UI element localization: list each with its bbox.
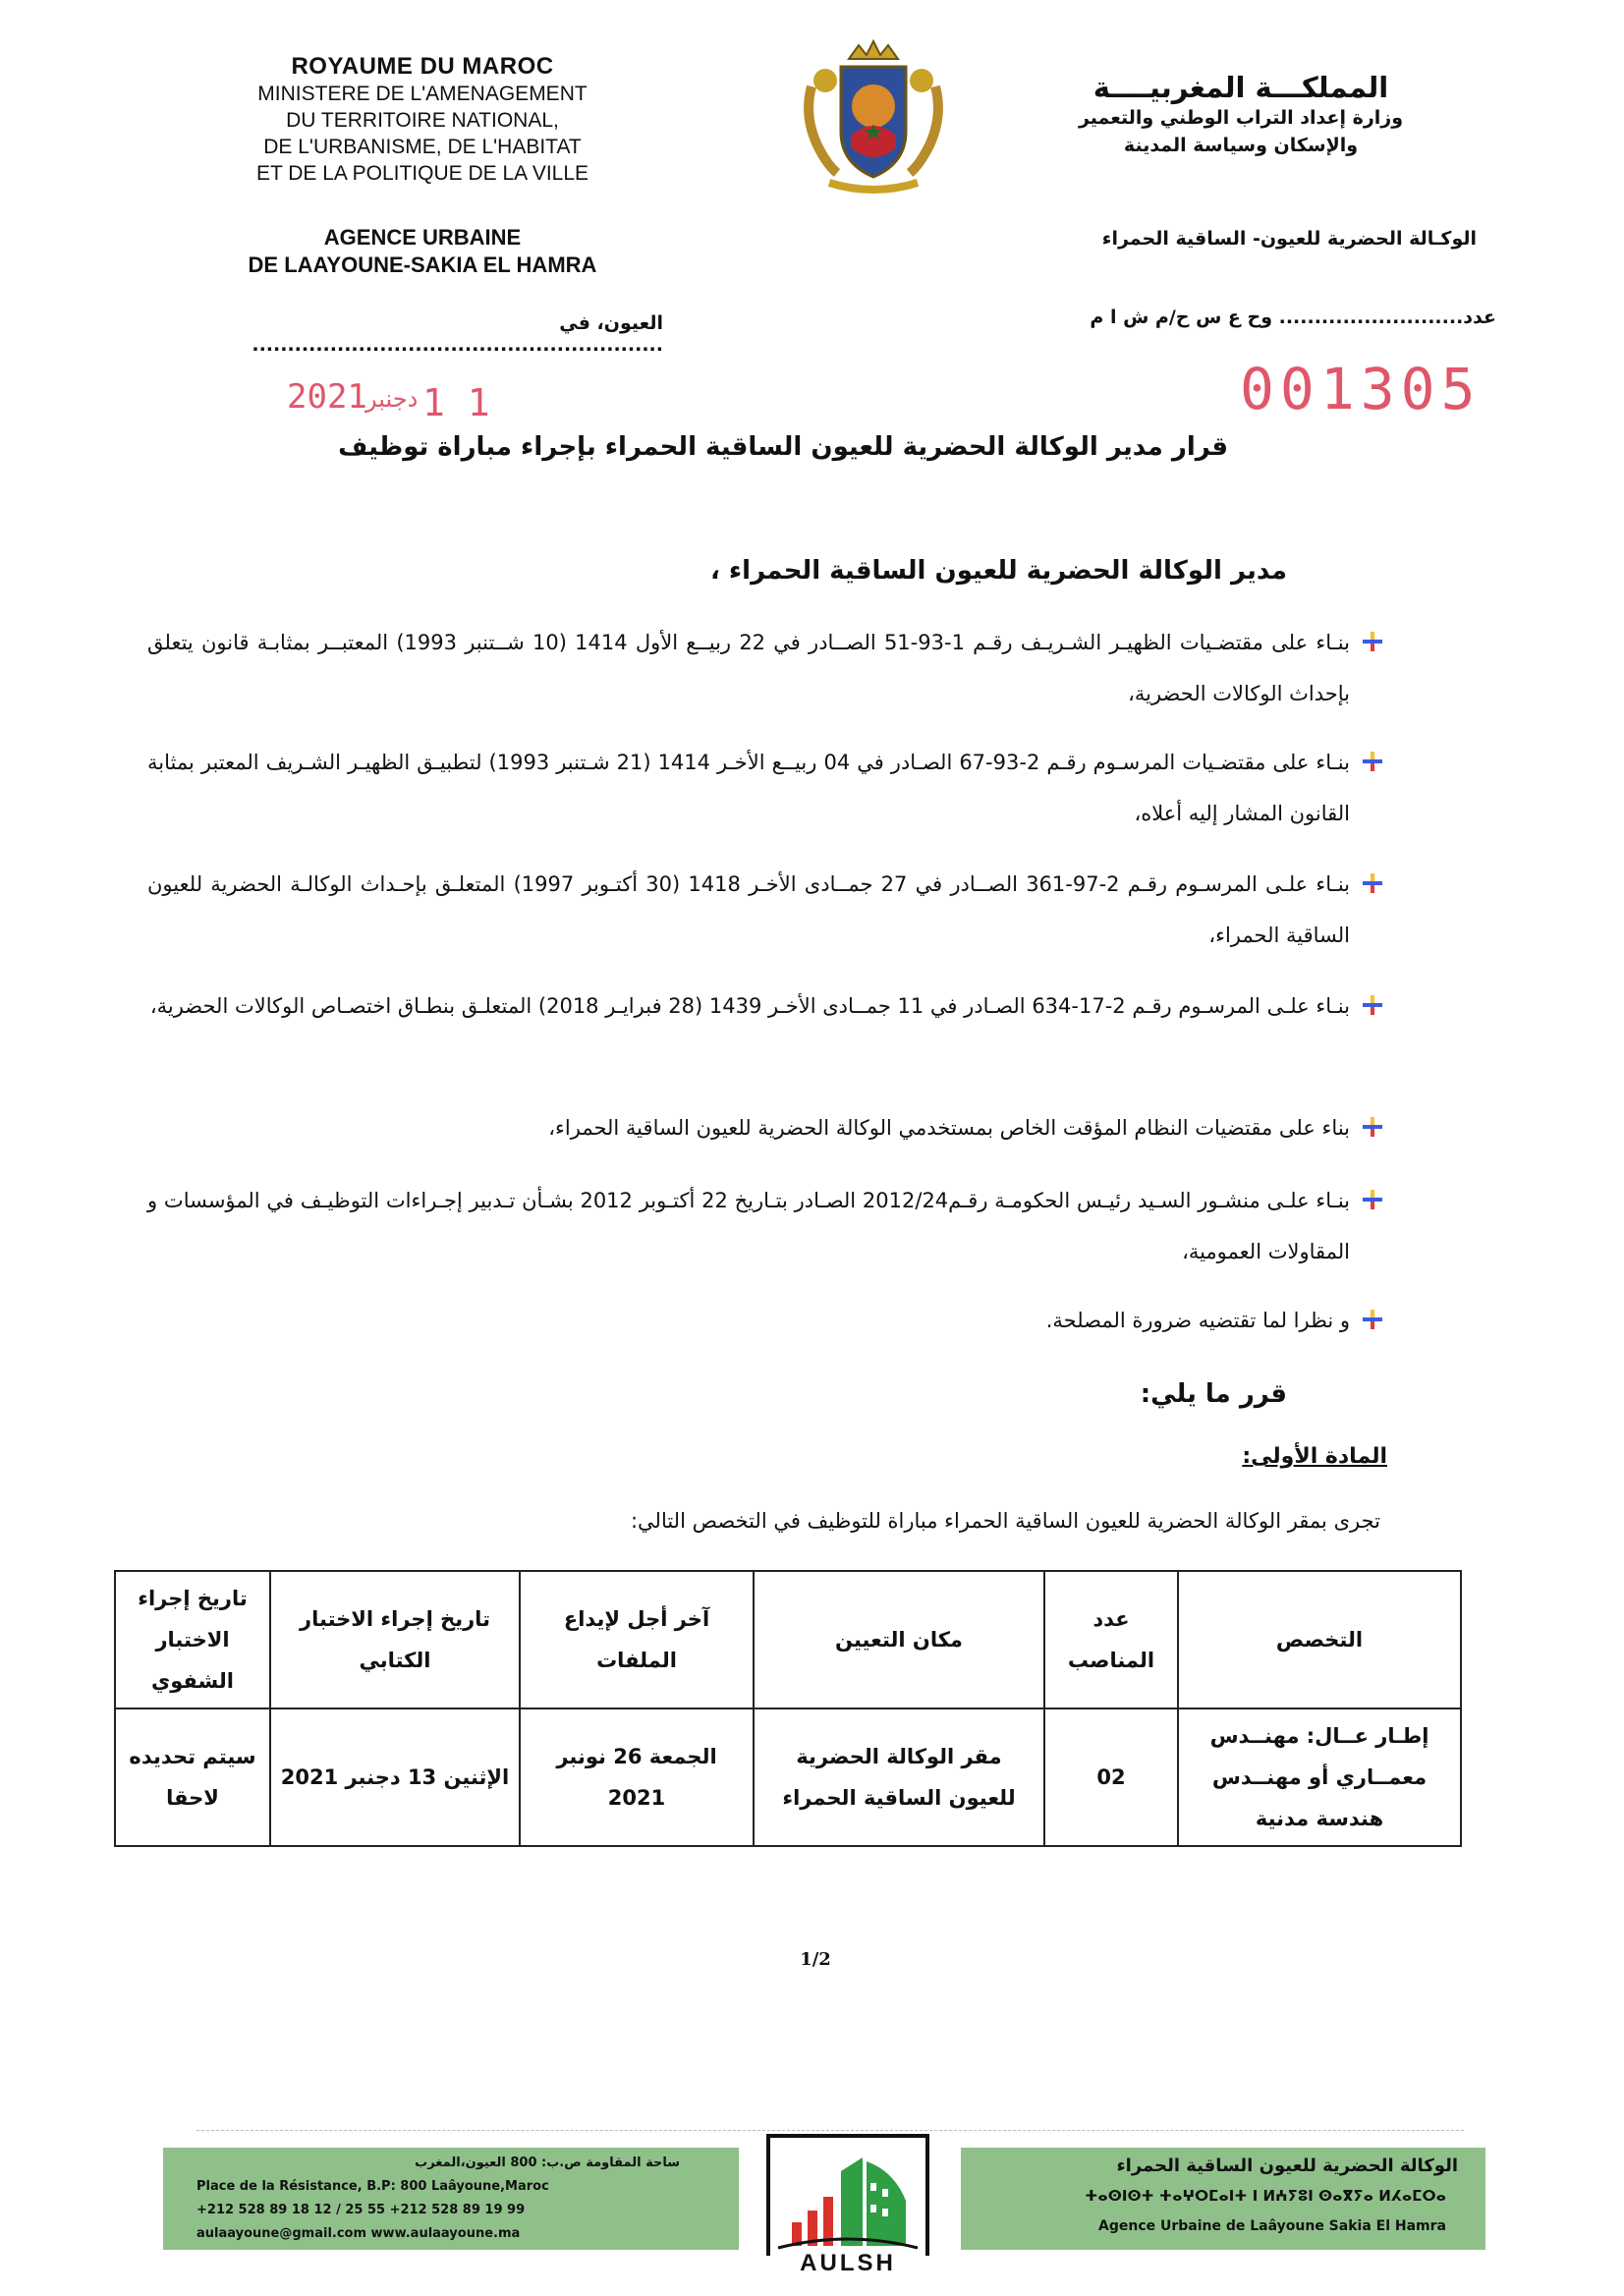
cell-oral-exam: سيتم تحديده لاحقا xyxy=(115,1708,270,1846)
kingdom-fr: ROYAUME DU MAROC xyxy=(291,53,554,80)
consideration-text: بنـاء علـى منشـور السـيد رئيـس الحكومـة رقـم2012/24 الصـادر بتـاريخ 22 أكتـوبر 2012 بشـأن تـدبير إجـراءات التوظيـف في المؤسسات و المقاولات العمومية، xyxy=(147,1189,1350,1263)
bullet-icon xyxy=(1362,1189,1383,1210)
document-subtitle: مدير الوكالة الحضرية للعيون الساقية الحمراء ، xyxy=(709,556,1287,586)
document-title: قرار مدير الوكالة الحضرية للعيون الساقية الحمراء بإجراء مباراة توظيف xyxy=(338,432,1228,462)
consideration-item xyxy=(147,859,1383,961)
bullet-icon xyxy=(1362,1116,1383,1138)
article-intro: تجرى بمقر الوكالة الحضرية للعيون الساقية الحمراء مباراة للتوظيف في التخصص التالي: xyxy=(630,1509,1380,1533)
place-date-line: العيون، في .......................................................... xyxy=(252,312,663,356)
header-specialty: التخصص xyxy=(1178,1571,1461,1708)
ministry-fr-line1: MINISTERE DE L'AMENAGEMENT xyxy=(257,83,588,105)
footer-address-ar: ساحة المقاومة ص.ب: 800 العيون،المغرب xyxy=(415,2156,680,2170)
consideration-text: بنـاء على مقتضـيات المرسـوم رقـم 2-93-67 الصـادر في 04 ربيــع الأخـر 1414 (21 شـتنبر 1993) لتطبيـق الظهيـر الشـريف المعتبر بمثابة القانون المشار إليه أعلاه، xyxy=(147,751,1350,825)
consideration-item xyxy=(147,617,1383,719)
consideration-text: بناء على مقتضيات النظام المؤقت الخاص بمستخدمي الوكالة الحضرية للعيون الساقية الحمراء، xyxy=(548,1116,1350,1140)
recruitment-table xyxy=(114,1570,1462,1847)
cell-deadline: الجمعة 26 نونبر 2021 xyxy=(520,1708,754,1846)
table-row xyxy=(115,1708,1461,1846)
header-written-exam: تاريخ إجراء الاختبار الكتابي xyxy=(270,1571,520,1708)
table-header-row xyxy=(115,1571,1461,1708)
cell-specialty: إطـار عــال: مهنــدس معمــاري أو مهنــدس هندسة مدنية xyxy=(1178,1708,1461,1846)
ministry-fr-line2: DU TERRITOIRE NATIONAL, xyxy=(286,109,559,132)
agency-fr-line1: AGENCE URBAINE xyxy=(323,225,522,250)
ministry-fr-line3: DE L'URBANISME, DE L'HABITAT xyxy=(263,136,582,158)
footer-agency-ar: الوكالة الحضرية للعيون الساقية الحمراء xyxy=(1116,2156,1458,2176)
consideration-item xyxy=(147,1295,1383,1346)
bullet-icon xyxy=(1362,631,1383,652)
header-deadline: آخر أجل لإيداع الملفات xyxy=(520,1571,754,1708)
consideration-item xyxy=(147,737,1383,839)
ministry-fr-line4: ET DE LA POLITIQUE DE LA VILLE xyxy=(255,162,589,185)
footer-email-web: aulaayoune@gmail.com www.aulaayoune.ma xyxy=(196,2226,521,2241)
consideration-item xyxy=(147,980,1383,1032)
consideration-text: بنـاء علـى المرسـوم رقـم 2-97-361 الصــادر في 27 جمــادى الأخـر 1418 (30 أكتـوبر 1997) المتعلـق بإحـداث الوكالـة الحضرية للعيون الساقية الحمراء، xyxy=(147,872,1350,947)
logo-text: AULSH xyxy=(800,2250,896,2276)
footer-agency-tifinagh: ⵜⴰⵙⵏⵙⵜ ⵜⴰⵖⵔⵎⴰⵏⵜ ⵏ ⵍⵄⵢⵓⵏ ⵙⴰⴳⵢⴰ ⵍⵃⴰⵎⵔⴰ xyxy=(1085,2187,1446,2205)
footer-phone: +212 528 89 18 12 / 25 55 +212 528 89 19 99 xyxy=(196,2203,526,2217)
bullet-icon xyxy=(1362,1309,1383,1330)
header-french-block xyxy=(187,53,658,187)
consideration-text: بنـاء على مقتضـيات الظهيـر الشـريـف رقـم 1-93-51 الصــادر في 22 ربيــع الأول 1414 (10 شــتنبر 1993) المعتبــر بمثابـة قانون يتعلق بإحداث الوكالات الحضرية، xyxy=(147,631,1350,705)
ministry-ar-line2: والإسكان وسياسة المدينة xyxy=(1123,135,1359,156)
header-arabic-block xyxy=(1035,71,1447,159)
consideration-item xyxy=(147,1102,1383,1153)
footer-agency-fr: Agence Urbaine de Laâyoune Sakia El Hamra xyxy=(1098,2218,1446,2234)
cell-positions: 02 xyxy=(1044,1708,1178,1846)
agency-fr-line2: DE LAAYOUNE-SAKIA EL HAMRA xyxy=(248,252,597,277)
kingdom-ar: المملكـــة المغربيــــة xyxy=(1092,71,1389,104)
decision-heading: قرر ما يلي: xyxy=(1140,1379,1287,1409)
royal-emblem-icon xyxy=(790,37,957,204)
agency-ar: الوكـالة الحضرية للعيون- الساقية الحمراء xyxy=(1101,228,1477,250)
consideration-item xyxy=(147,1175,1383,1277)
footer-contact-box xyxy=(163,2148,739,2250)
ministry-ar-line1: وزارة إعداد التراب الوطني والتعمير xyxy=(1078,107,1404,129)
cell-location: مقر الوكالة الحضرية للعيون الساقية الحمراء xyxy=(754,1708,1044,1846)
header-oral-exam: تاريخ إجراء الاختبار الشفوي xyxy=(115,1571,270,1708)
header-location: مكان التعيين xyxy=(754,1571,1044,1708)
footer-agency-box xyxy=(961,2148,1485,2250)
stamp-day: 1 1 xyxy=(422,381,490,424)
bullet-icon xyxy=(1362,751,1383,772)
agency-fr-block xyxy=(187,224,658,279)
footer-address-fr: Place de la Résistance, B.P: 800 Laâyoune,Maroc xyxy=(196,2179,549,2194)
stamp-number: 001305 xyxy=(1240,356,1482,422)
consideration-text: بنـاء علـى المرسـوم رقـم 2-17-634 الصـادر في 11 جمــادى الأخـر 1439 (28 فبرايـر 2018) المتعلـق بنطـاق اختصـاص الوكالات الحضرية، xyxy=(149,994,1350,1018)
bullet-icon xyxy=(1362,994,1383,1016)
stamp-year: 2021 xyxy=(287,377,367,417)
header-positions: عدد المناصب xyxy=(1044,1571,1178,1708)
stamp-month: دجنبر xyxy=(365,385,419,413)
reference-number-line: عدد.......................... وح ع س ح/م ش ا م xyxy=(1090,307,1496,328)
consideration-text: و نظرا لما تقتضيه ضرورة المصلحة. xyxy=(1045,1309,1350,1332)
article-title: المادة الأولى: xyxy=(1242,1444,1387,1469)
page-number: 1/2 xyxy=(800,1949,831,1970)
bullet-icon xyxy=(1362,872,1383,894)
cell-written-exam: الإثنين 13 دجنبر 2021 xyxy=(270,1708,520,1846)
